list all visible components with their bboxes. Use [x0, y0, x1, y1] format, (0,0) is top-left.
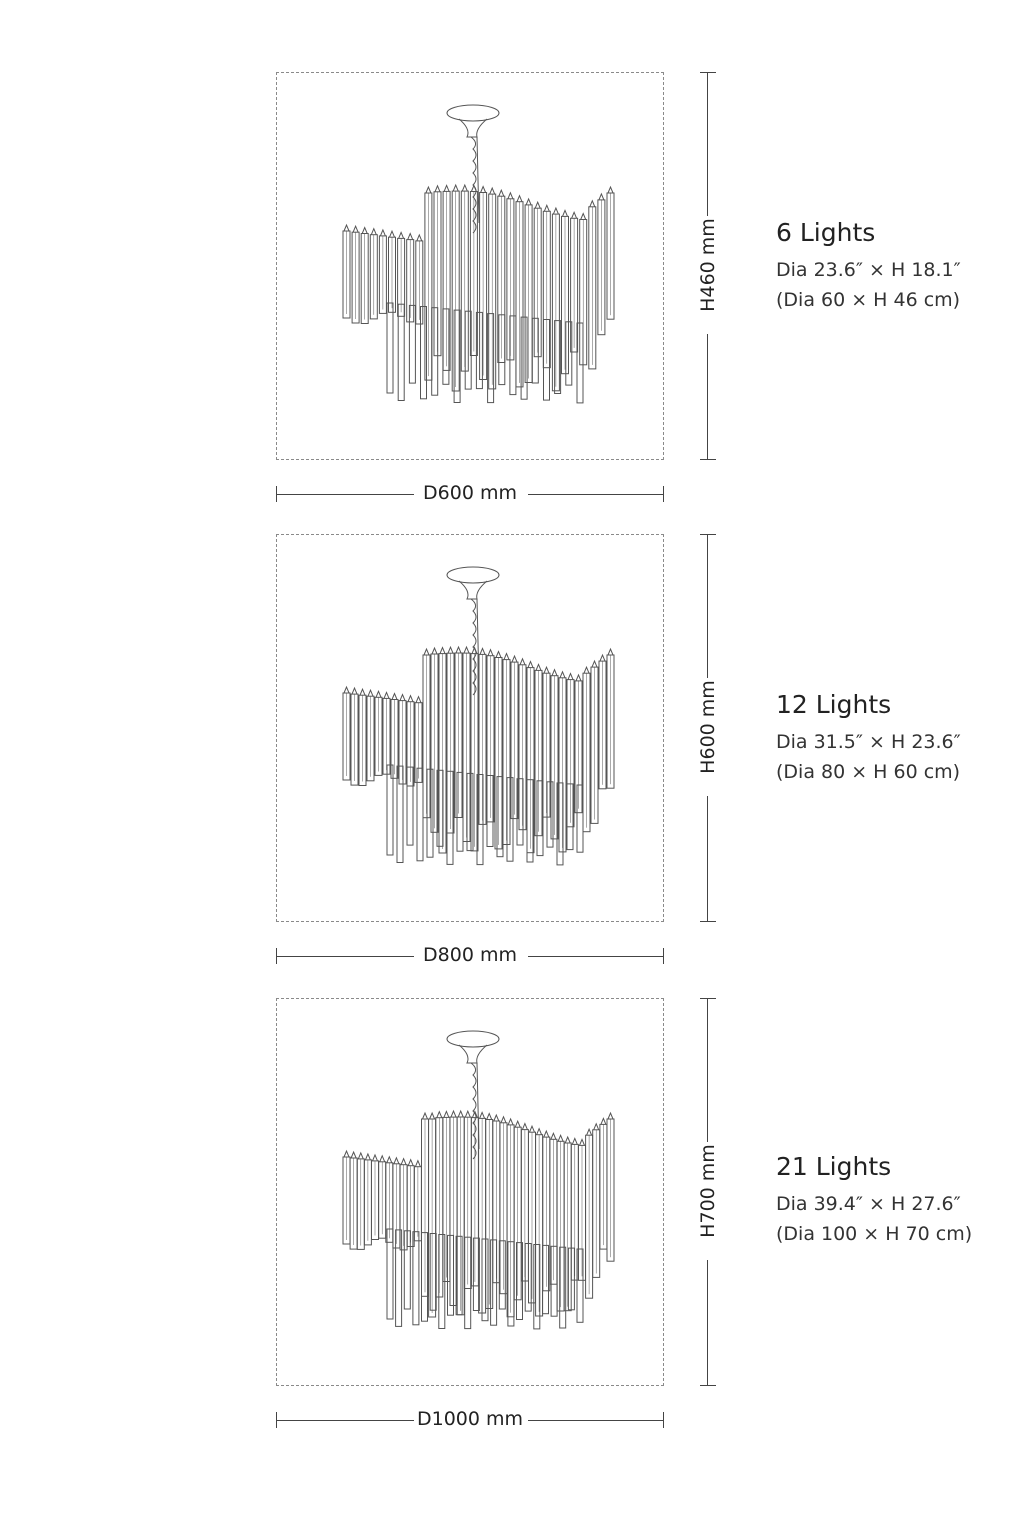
bulb-tip: [444, 185, 449, 191]
bulb-tip: [565, 1137, 570, 1143]
inner-rod: [447, 771, 453, 864]
inner-rod: [567, 784, 573, 850]
bulb-tip: [563, 210, 568, 216]
diameter-dimension: [276, 941, 664, 971]
height-label: H700 mm: [697, 1144, 719, 1238]
bulb-tip: [576, 675, 581, 681]
bulb-tip: [435, 186, 440, 192]
inner-rod: [487, 776, 493, 847]
chandelier-lineart: [343, 1031, 614, 1329]
inner-rod: [398, 304, 404, 400]
diameter-label: D600 mm: [423, 482, 517, 504]
bulb-tip: [608, 649, 613, 655]
bulb-tip: [600, 655, 605, 661]
bulb-tip: [387, 1157, 392, 1163]
imperial-size: Dia 39.4″ × H 27.6″: [776, 1193, 961, 1215]
bulb-tip: [552, 670, 557, 676]
canopy-neck: [459, 119, 487, 137]
bulb-tip: [488, 650, 493, 656]
bulb-tip: [424, 649, 429, 655]
bulb-tip: [608, 187, 613, 193]
bulb-tip: [608, 1113, 613, 1119]
bulb-tip: [568, 674, 573, 680]
bulb-tip: [373, 1155, 378, 1161]
lights-count: 6 Lights: [776, 218, 876, 247]
bulb-tip: [592, 661, 597, 667]
bulb-tip: [444, 1111, 449, 1117]
bulb-tip: [501, 1117, 506, 1123]
diameter-label: D800 mm: [423, 944, 517, 966]
bulb-tip: [536, 664, 541, 670]
ceiling-canopy: [447, 567, 499, 583]
spec-block: [776, 218, 961, 315]
bulb-tip: [344, 687, 349, 693]
variant-6-lights: [0, 72, 1024, 542]
bulb-tip: [392, 694, 397, 700]
bulb-tip: [517, 196, 522, 202]
bulb-tip: [448, 647, 453, 653]
metric-size: (Dia 60 × H 46 cm): [776, 289, 961, 311]
inner-rod: [510, 316, 516, 395]
bulb-tip: [458, 1111, 463, 1117]
bulb-tip: [512, 656, 517, 662]
bulb-tip: [344, 1151, 349, 1157]
chain: [471, 137, 476, 233]
imperial-size: Dia 31.5″ × H 23.6″: [776, 731, 961, 753]
bulb-tip: [423, 1113, 428, 1119]
height-label: H600 mm: [697, 680, 719, 774]
diameter-dimension: [276, 1405, 664, 1435]
chandelier-drawing: [277, 73, 663, 459]
drawing-frame: [276, 998, 664, 1386]
bulb-tip: [353, 226, 358, 232]
bulb-tip: [432, 648, 437, 654]
inner-rod: [499, 315, 505, 385]
bulb-tip: [471, 186, 476, 192]
bulb-tip: [528, 662, 533, 668]
bulb-tip: [526, 199, 531, 205]
bulb-tip: [390, 231, 395, 237]
inner-rod: [422, 1233, 428, 1322]
height-label: H460 mm: [697, 218, 719, 312]
bulb-tip: [551, 1133, 556, 1139]
bulb-tip: [399, 232, 404, 238]
bulb-tip: [544, 205, 549, 211]
bulb-tip: [584, 667, 589, 673]
inner-rod: [421, 307, 427, 399]
bulb-tip: [360, 689, 365, 695]
metric-size: (Dia 100 × H 70 cm): [776, 1223, 973, 1245]
bulb-tip: [544, 667, 549, 673]
bulb-tip: [560, 672, 565, 678]
variant-12-lights: [0, 534, 1024, 1004]
bulb-tip: [520, 659, 525, 665]
chandelier-lineart: [343, 105, 614, 403]
bulb-tip: [401, 1159, 406, 1165]
inner-rod: [443, 309, 449, 384]
bulb-tip: [394, 1158, 399, 1164]
bulb-tip: [344, 225, 349, 231]
lights-count: 21 Lights: [776, 1152, 892, 1181]
bulb-tip: [572, 212, 577, 218]
drawing-frame: [276, 72, 664, 460]
bulb-tip: [601, 1118, 606, 1124]
bulb-tip: [453, 185, 458, 191]
inner-rod: [508, 1242, 514, 1326]
bulb-tip: [376, 691, 381, 697]
bulb-tip: [380, 230, 385, 236]
diameter-label: D1000 mm: [416, 1408, 524, 1430]
variant-21-lights: [0, 998, 1024, 1468]
spec-block: [776, 1152, 972, 1249]
bulb-tip: [408, 1160, 413, 1166]
bulb-tip: [362, 228, 367, 234]
bulb-tip: [537, 1129, 542, 1135]
bulb-tip: [437, 1112, 442, 1118]
bulb-tip: [558, 1135, 563, 1141]
bulb-tip: [599, 194, 604, 200]
bulb-tip: [590, 201, 595, 207]
bulb-tip: [451, 1111, 456, 1117]
bulb-tip: [426, 187, 431, 193]
bulb-tip: [415, 1161, 420, 1167]
inner-rod: [397, 766, 403, 862]
spec-block: [776, 690, 961, 787]
inner-rod: [387, 303, 393, 393]
bulb-tip: [481, 187, 486, 193]
inner-rod: [551, 1246, 557, 1316]
bulb-tip: [580, 1139, 585, 1145]
bulb-tip: [581, 214, 586, 220]
chain: [471, 599, 476, 695]
ceiling-canopy: [447, 1031, 499, 1047]
bulb-tip: [408, 234, 413, 240]
drawing-frame: [276, 534, 664, 922]
canopy-neck: [459, 581, 487, 599]
bulb-tip: [515, 1121, 520, 1127]
bulb-tip: [480, 648, 485, 654]
ceiling-canopy: [447, 105, 499, 121]
inner-rod: [407, 767, 413, 845]
diameter-dimension: [276, 479, 664, 509]
bulb-tip: [365, 1154, 370, 1160]
bulb-tip: [535, 202, 540, 208]
inner-rod: [527, 780, 533, 862]
bulb-tip: [494, 1115, 499, 1121]
bulb-tip: [456, 647, 461, 653]
height-dimension: [694, 534, 722, 922]
bulb-tip: [594, 1124, 599, 1130]
bulb-tip: [430, 1113, 435, 1119]
canopy-neck: [459, 1045, 487, 1063]
bulb-tip: [496, 652, 501, 658]
bulb-tip: [472, 1112, 477, 1118]
bulb-tip: [480, 1112, 485, 1118]
metric-size: (Dia 80 × H 60 cm): [776, 761, 961, 783]
bulb-tip: [504, 654, 509, 660]
bulb-tip: [462, 185, 467, 191]
height-dimension: [694, 72, 722, 460]
bulb-tip: [487, 1114, 492, 1120]
bulb-tip: [587, 1129, 592, 1135]
chandelier-drawing: [277, 999, 663, 1385]
bulb-tip: [408, 696, 413, 702]
bulb-tip: [544, 1131, 549, 1137]
bulb-tip: [522, 1124, 527, 1130]
bulb-tip: [490, 188, 495, 194]
inner-rod: [396, 1230, 402, 1327]
bulb-tip: [472, 648, 477, 654]
bulb-tip: [400, 695, 405, 701]
bulb-tip: [553, 208, 558, 214]
height-dimension: [694, 998, 722, 1386]
bulb-tip: [384, 692, 389, 698]
imperial-size: Dia 23.6″ × H 18.1″: [776, 259, 961, 281]
bulb-tip: [416, 697, 421, 703]
bulb-tip: [499, 190, 504, 196]
bulb-tip: [440, 648, 445, 654]
inner-rod: [544, 320, 550, 401]
bulb-tip: [351, 1152, 356, 1158]
bulb-tip: [358, 1153, 363, 1159]
bulb-tip: [465, 1111, 470, 1117]
bulb-tip: [417, 235, 422, 241]
bulb-tip: [508, 193, 513, 199]
inner-rod: [432, 308, 438, 396]
bulb-tip: [464, 647, 469, 653]
bulb-tip: [380, 1156, 385, 1162]
bulb-tip: [530, 1126, 535, 1132]
bulb-tip: [371, 229, 376, 235]
chandelier-lineart: [343, 567, 614, 865]
inner-rod: [543, 1245, 549, 1313]
inner-rod: [532, 318, 538, 383]
bulb-tip: [352, 688, 357, 694]
bulb-tip: [572, 1138, 577, 1144]
bulb-tip: [508, 1119, 513, 1125]
bulb-tip: [368, 690, 373, 696]
lights-count: 12 Lights: [776, 690, 892, 719]
chandelier-drawing: [277, 535, 663, 921]
